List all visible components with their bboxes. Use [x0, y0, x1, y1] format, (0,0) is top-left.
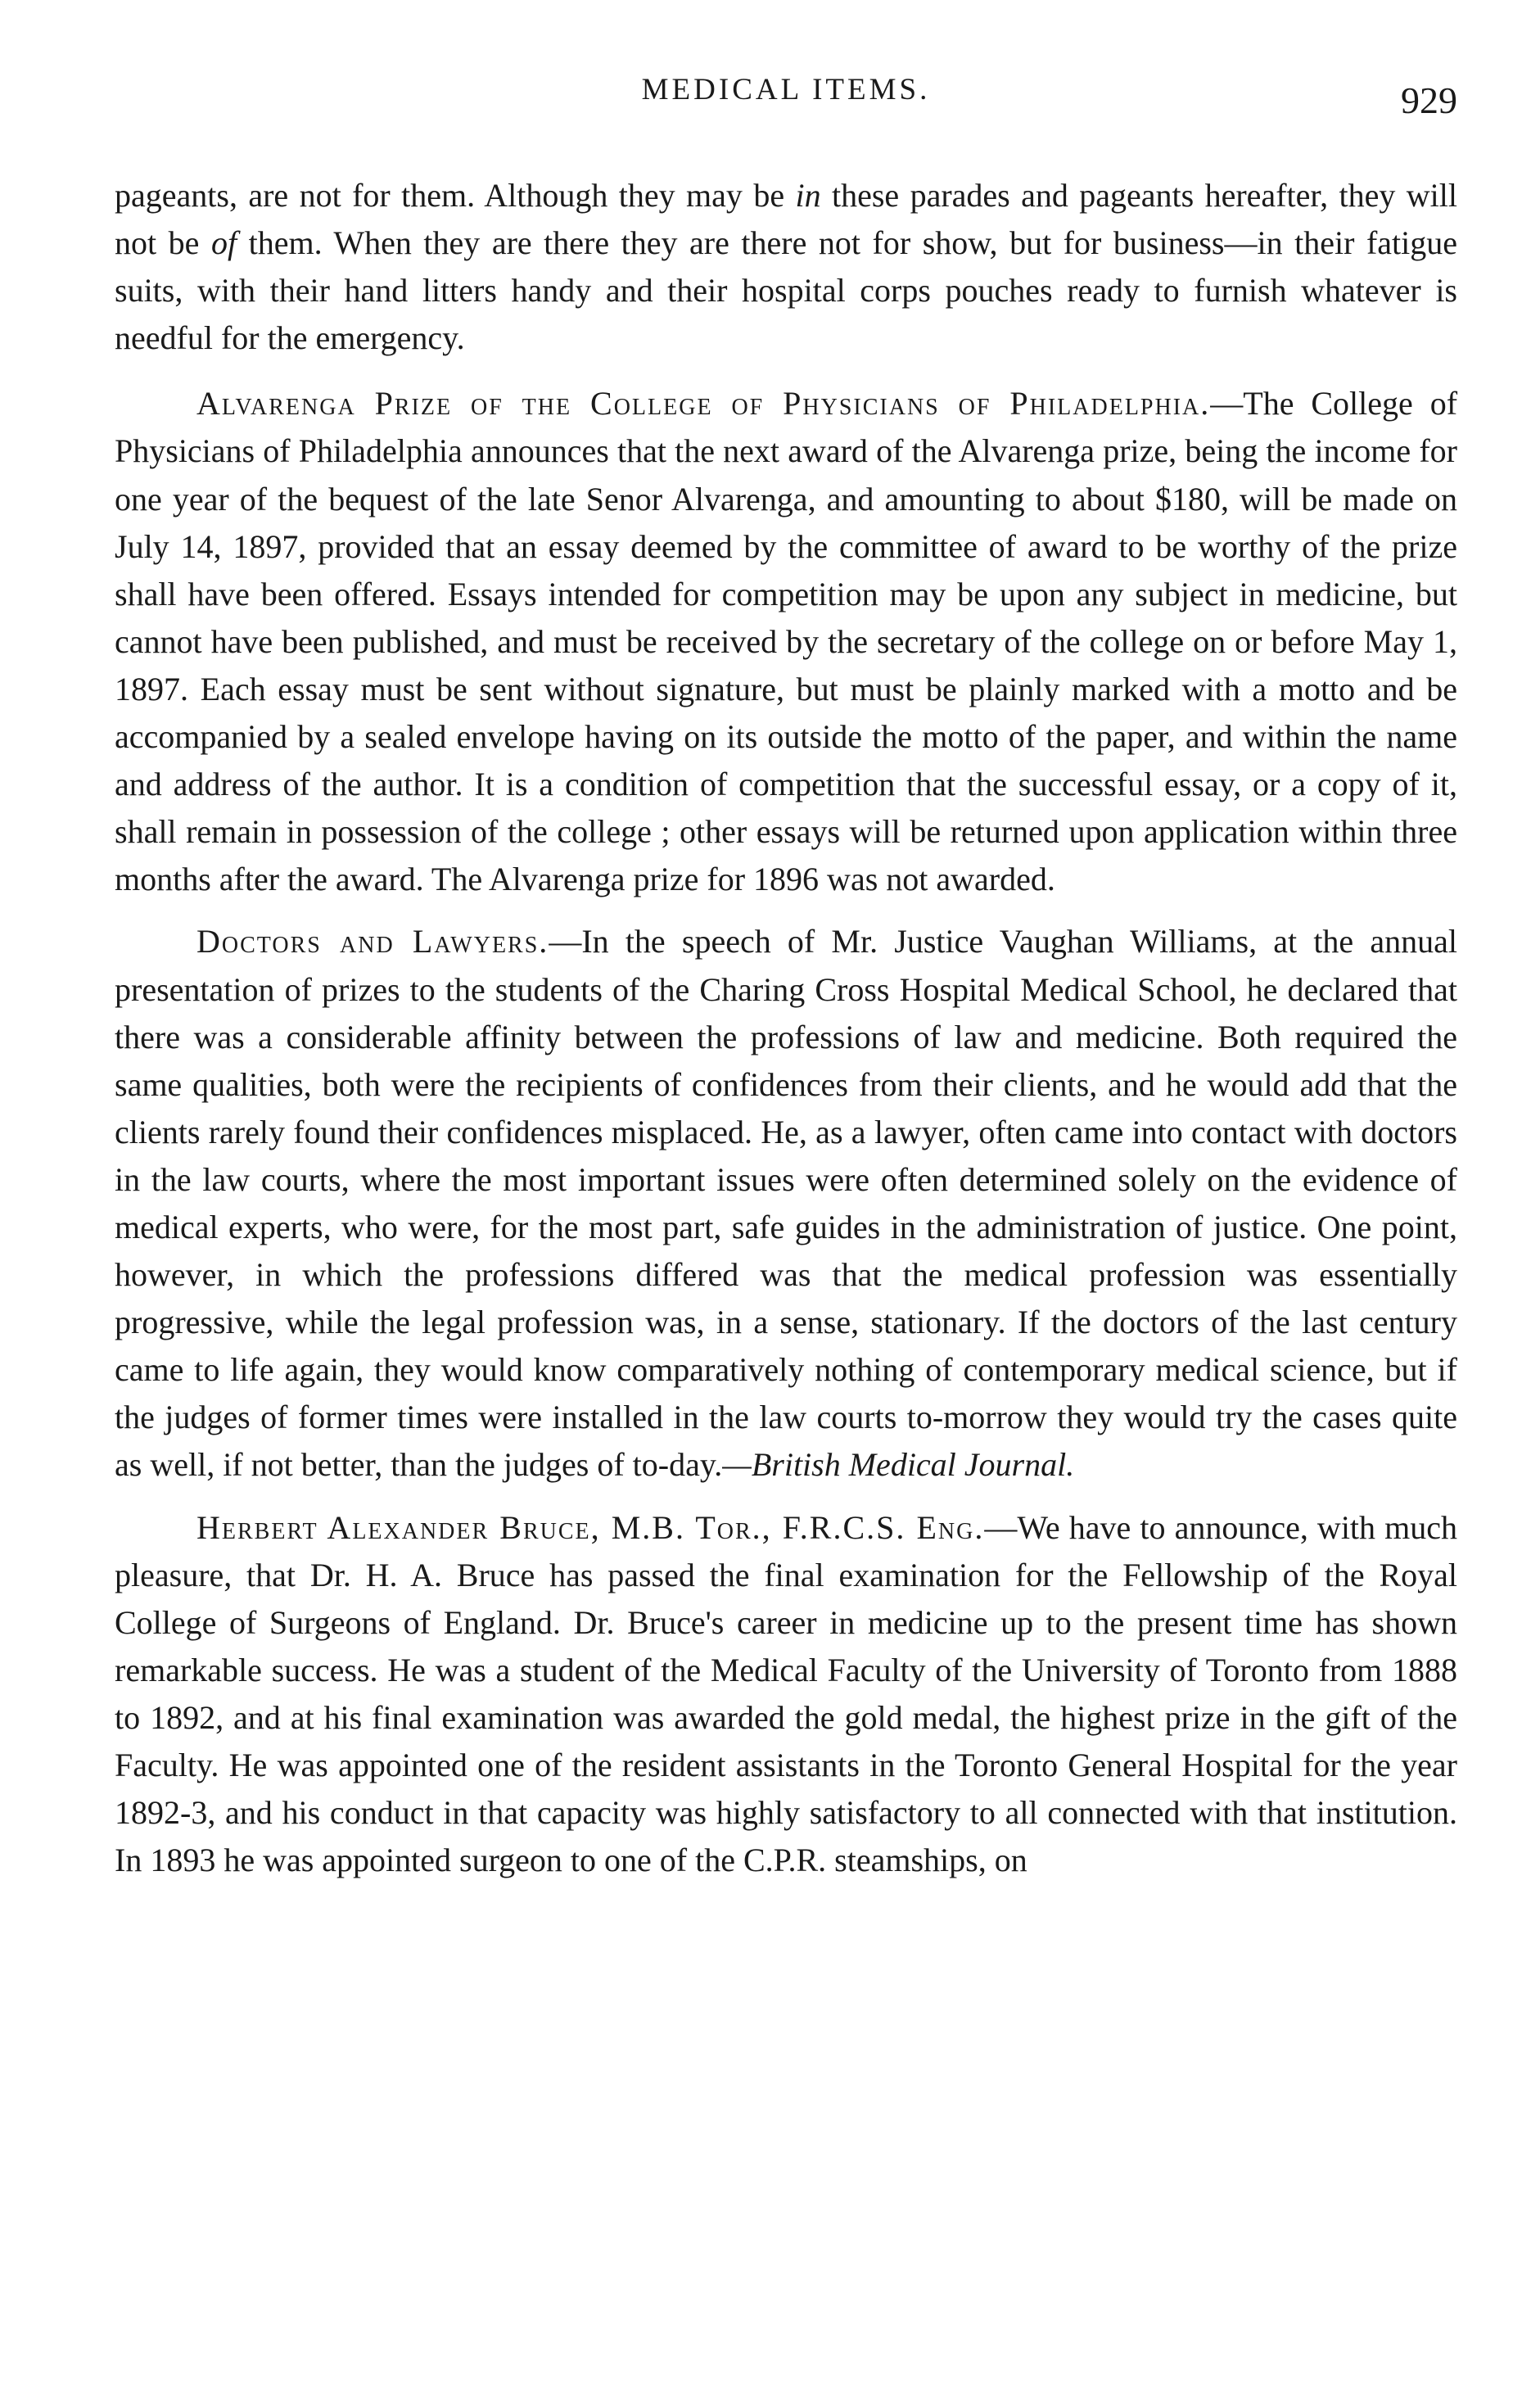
- doctors-lawyers-item: [115, 918, 1457, 1489]
- continued-paragraph: [115, 172, 1457, 362]
- bruce-text: —We have to announce, with much pleasure, that Dr. H. A. Bruce has passed the final examination for the Fellowship of the Royal College of Surgeons of England. Dr. Bruce's career in medicine up to the present time has shown remarkable success. He was a student of the Medical Faculty of the University of Toronto from 1888 to 1892, and at his final examination was awarded the gold medal, the highest prize in the gift of the Faculty. He was appointed one of the resident assistants in the Toronto General Hospital for the year 1892-3, and his conduct in that capacity was highly satisfactory to all connected with that institution. In 1893 he was appointed surgeon to one of the C.P.R. steamships, on: [115, 1508, 1457, 1879]
- continued-text-a: pageants, are not for them. Although they may be: [115, 177, 796, 214]
- doctors-lawyers-text: —In the speech of Mr. Justice Vaughan Williams, at the annual presentation of prizes to the students of the Charing Cross Hospital Medical School, he declared that there was a considerable affinity between the professions of law and medicine. Both required the same qualities, both were the recipients of confidences from their clients, and he would add that the clients rarely found their confidences misplaced. He, as a lawyer, often came into contact with doctors in the law courts, where the most important issues were often determined solely on the evidence of medical experts, who were, for the most part, safe guides in the administration of justice. One point, however, in which the professions differed was that the medical profession was essentially progressive, while the legal profession was, in a sense, stationary. If the doctors of the last century came to life again, they would know comparatively nothing of contemporary medical science, but if the judges of former times were installed in the law courts to-morrow they would try the cases quite as well, if not better, than the judges of to-day.: [115, 923, 1457, 1484]
- continued-text-of: of: [210, 224, 237, 262]
- bruce-item: [115, 1504, 1457, 1885]
- doctors-lawyers-title: Doctors and Lawyers.: [196, 923, 549, 960]
- alvarenga-text: —The College of Physicians of Philadelphia announces that the next award of the Alvarenga prize, being the income for one year of the bequest of the late Senor Alvarenga, and amounting to about $180, will be made on July 14, 1897, provided that an essay deemed by the committee of award to be worthy of the prize shall have been offered. Essays intended for competition may be upon any subject in medicine, but cannot have been published, and must be received by the secretary of the college on or before May 1, 1897. Each essay must be sent without signature, but must be plainly marked with a motto and be accompanied by a sealed envelope having on its outside the motto of the paper, and within the name and address of the author. It is a condition of competition that the successful essay, or a copy of it, shall remain in possession of the college ; other essays will be returned upon application within three months after the award. The Alvarenga prize for 1896 was not awarded.: [115, 385, 1458, 898]
- continued-text-e: them. When they are there they are there not for show, but for business—in their fatigue suits, with their hand litters handy and their hospital corps pouches ready to furnish whatever is needful for the emergency.: [115, 224, 1457, 357]
- running-head: MEDICAL ITEMS.: [641, 73, 931, 106]
- alvarenga-item: [115, 380, 1457, 903]
- page-header: [115, 72, 1457, 129]
- page-number: 929: [1401, 79, 1457, 121]
- continued-text-in: in: [795, 177, 821, 214]
- doctors-lawyers-source: —British Medical Journal.: [722, 1446, 1075, 1484]
- continued-text-c: these parades and pageants hereafter, they will not be: [115, 177, 1457, 262]
- article-body: [115, 172, 1457, 1899]
- alvarenga-title: Alvarenga Prize of the College of Physicians of Philadelphia.: [196, 385, 1211, 423]
- bruce-title: Herbert Alexander Bruce, M.B. Tor., F.R.C.S. Eng.: [196, 1508, 985, 1546]
